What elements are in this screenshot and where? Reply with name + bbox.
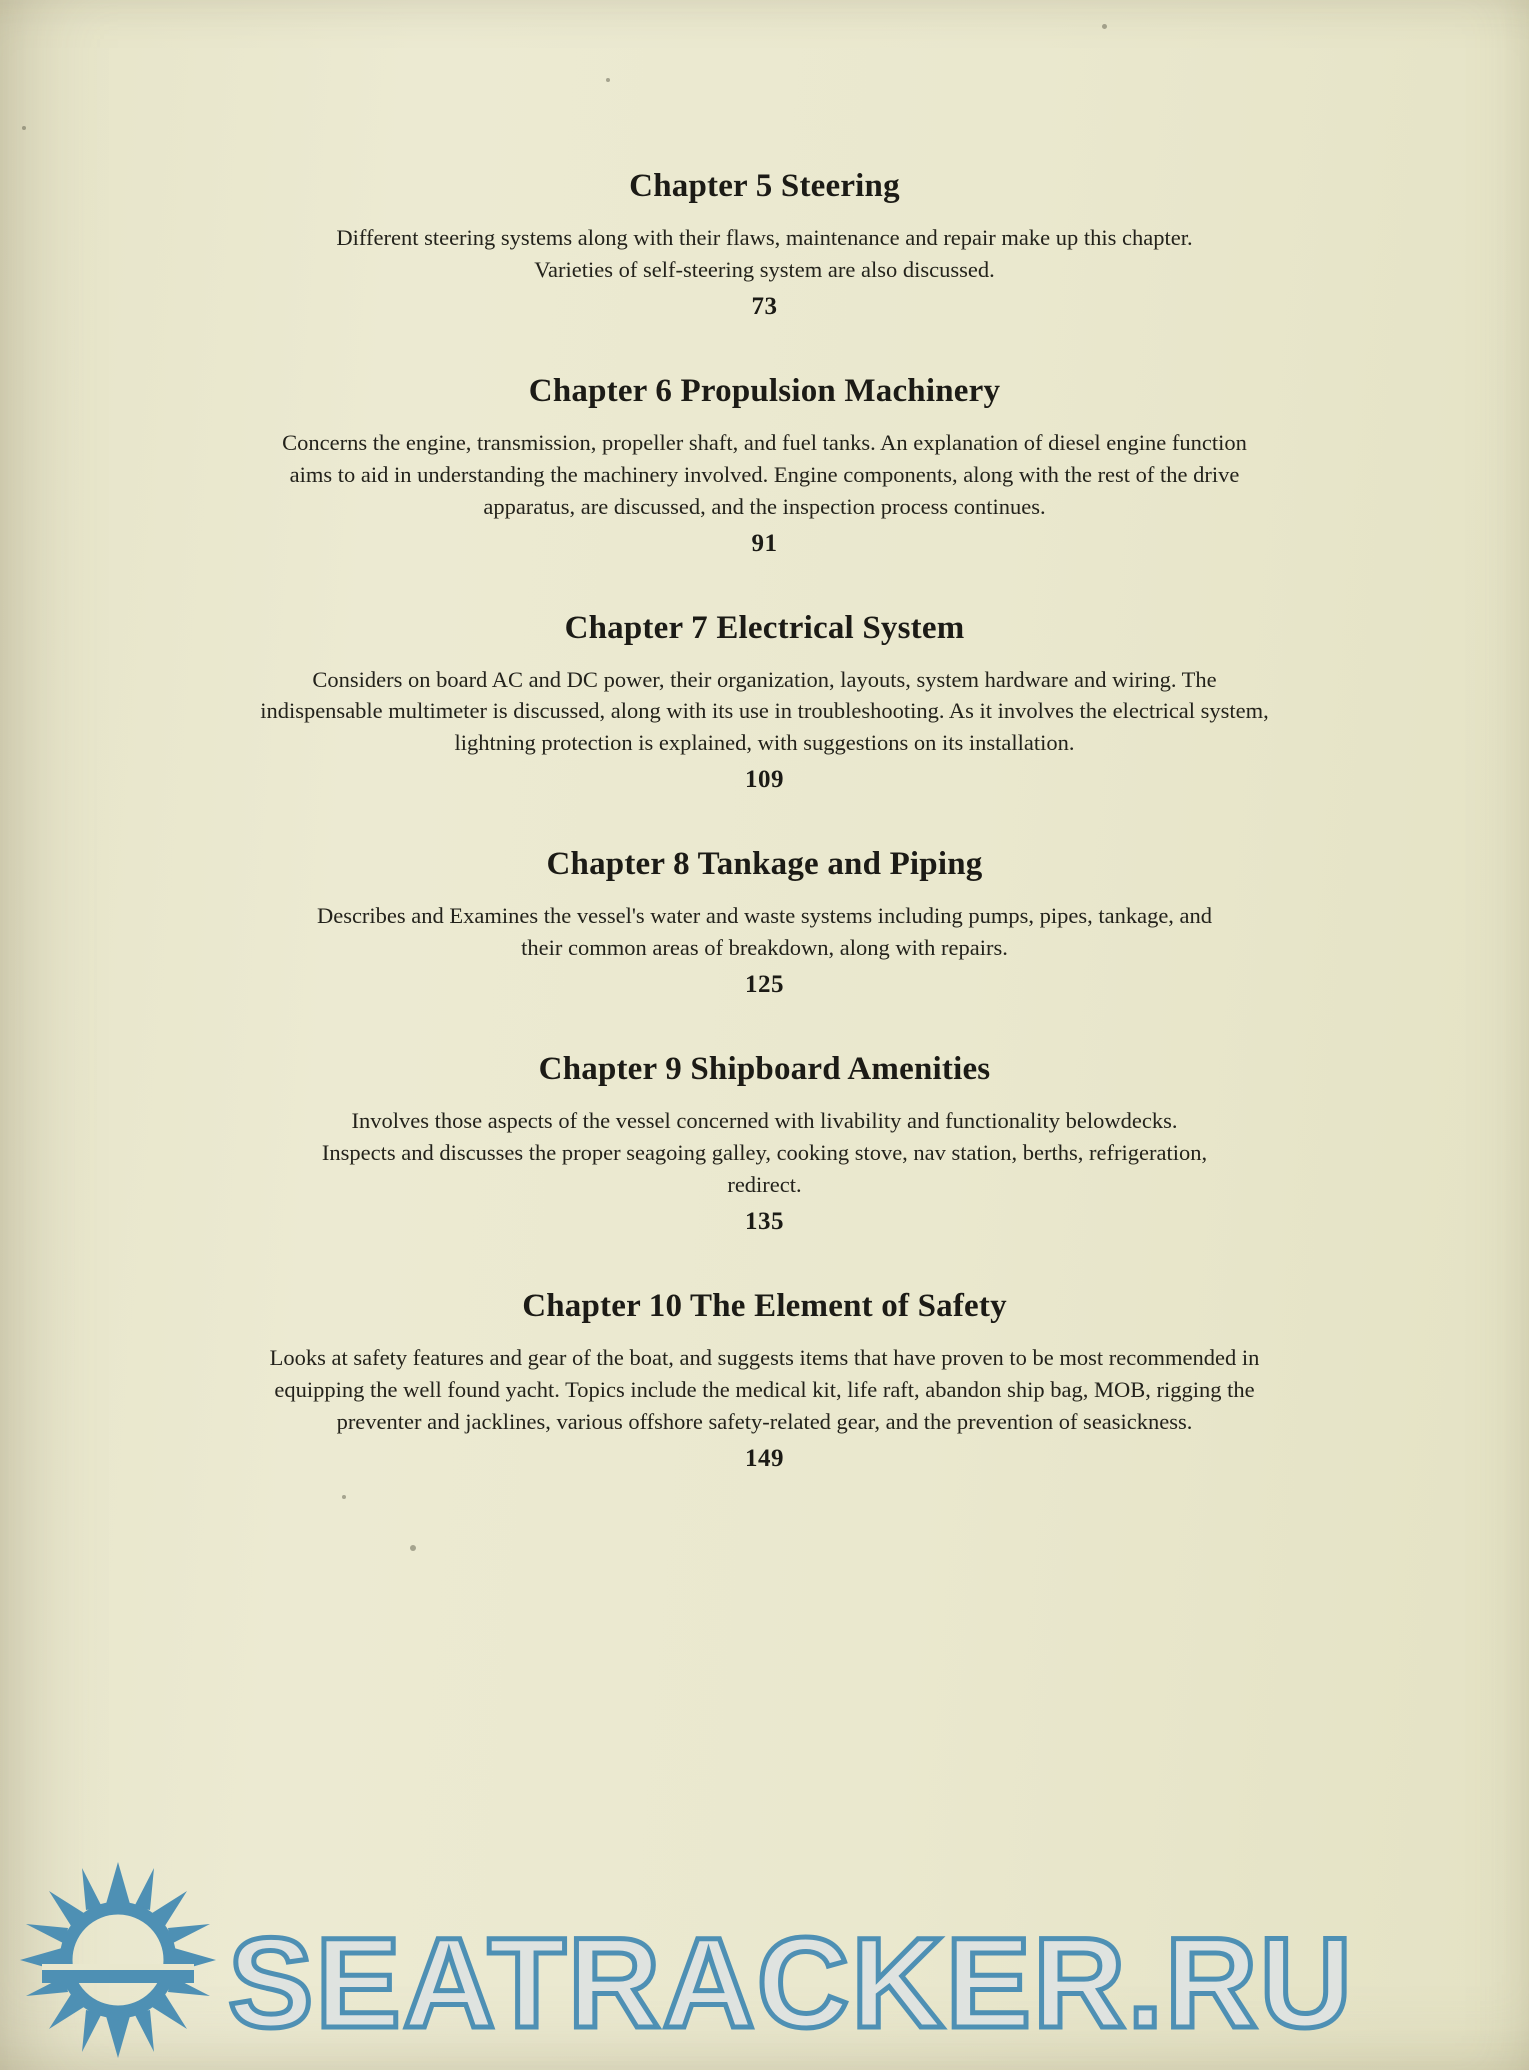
chapter-title: Chapter 9 Shipboard Amenities xyxy=(538,1051,991,1088)
chapter-page-number: 73 xyxy=(751,292,778,320)
toc-entry xyxy=(215,610,1315,795)
chapter-description: Concerns the engine, transmission, propeller shaft, and fuel tanks. An explanation of diesel engine function aims to aid in understanding the machinery involved. Engine components, along with the rest of the drive apparatus, are discussed, and the inspection process continues. xyxy=(282,429,1247,519)
toc-entry xyxy=(215,1051,1315,1236)
chapter-description: Considers on board AC and DC power, their organization, layouts, system hardware and wiring. The indispensable multimeter is discussed, along with its use in troubleshooting. As it involves the electrical system, lightning protection is explained, with suggestions on its installation. xyxy=(260,666,1269,756)
chapter-page-number: 109 xyxy=(745,766,784,794)
toc-entry xyxy=(215,168,1315,321)
chapter-title: Chapter 7 Electrical System xyxy=(564,609,965,646)
toc-entry xyxy=(215,373,1315,558)
chapter-description: Describes and Examines the vessel's water and waste systems including pumps, pipes, tankage, and their common areas of breakdown, along with repairs. xyxy=(316,903,1213,961)
chapter-title: Chapter 6 Propulsion Machinery xyxy=(528,372,1001,409)
chapter-description: Different steering systems along with their flaws, maintenance and repair make up this chapter. Varieties of self-steering system are also discussed. xyxy=(336,224,1193,282)
paper-speck xyxy=(342,1495,346,1499)
chapter-page-number: 149 xyxy=(745,1444,784,1472)
paper-speck xyxy=(410,1545,416,1551)
chapter-title: Chapter 10 The Element of Safety xyxy=(522,1287,1007,1324)
chapter-title: Chapter 8 Tankage and Piping xyxy=(546,846,983,883)
chapter-page-number: 91 xyxy=(751,529,778,557)
watermark-text: SEATRACKER.RU xyxy=(228,1912,1354,2055)
chapter-description: Looks at safety features and gear of the boat, and suggests items that have proven to be most recommended in equipping the well found yacht. Topics include the medical kit, life raft, abandon ship bag, MOB, rigging the preventer and jacklines, various offshore safety-related gear, and the prevention of seasickness. xyxy=(269,1344,1260,1434)
chapter-page-number: 135 xyxy=(745,1207,784,1235)
toc-entry xyxy=(215,1288,1315,1473)
toc-entry xyxy=(215,846,1315,999)
chapter-page-number: 125 xyxy=(745,971,784,999)
chapter-description: Involves those aspects of the vessel concerned with livability and functionality belowdecks. Inspects and discusses the proper seagoing galley, cooking stove, nav station, berths, refrigeration, redirect. xyxy=(321,1108,1208,1197)
chapter-title: Chapter 5 Steering xyxy=(629,168,900,204)
